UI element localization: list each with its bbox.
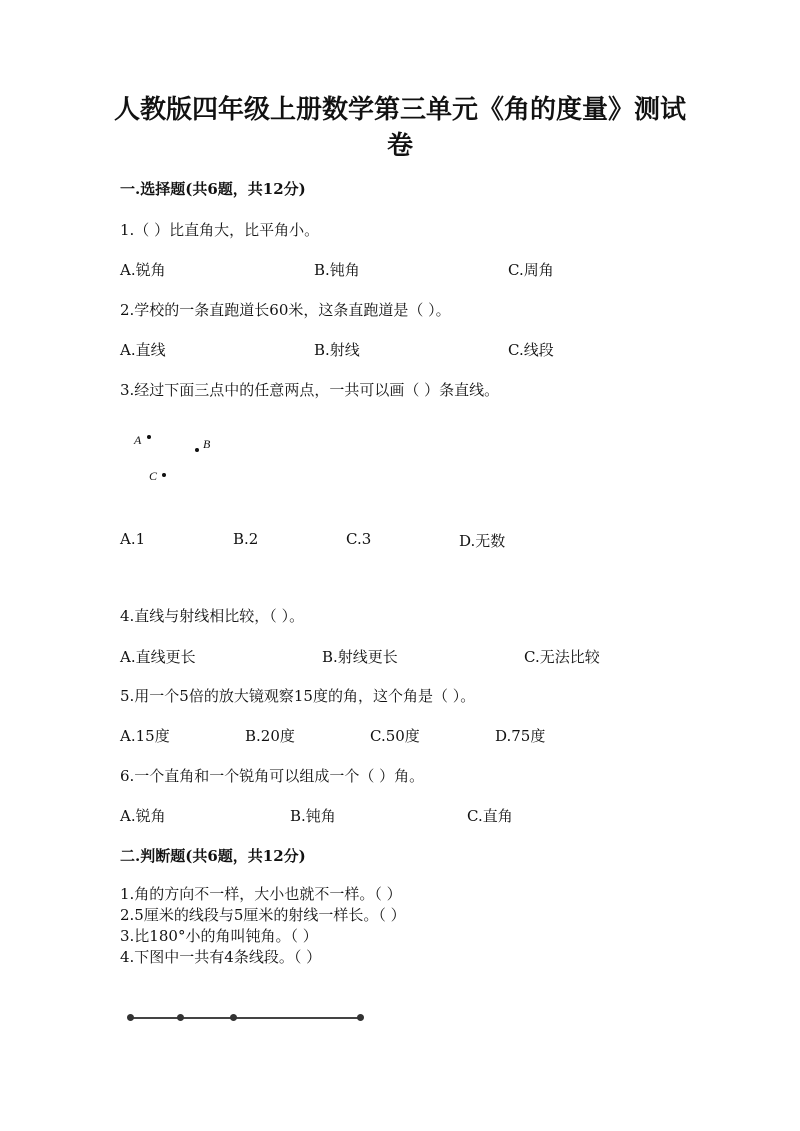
q1-option-b: B.钝角 (314, 261, 360, 279)
q3-option-a: A.1 (120, 530, 146, 548)
point-c-dot (162, 473, 166, 477)
q3-option-d: D.无数 (459, 532, 506, 550)
q2-option-b: B.射线 (314, 341, 360, 359)
q2-option-a: A.直线 (120, 341, 166, 359)
question-5: 5.用一个5倍的放大镜观察15度的角，这个角是（ ）。 (120, 687, 476, 705)
q4-option-c: C.无法比较 (524, 648, 600, 666)
q6-option-a: A.锐角 (120, 807, 166, 825)
q6-option-b: B.钝角 (290, 807, 336, 825)
point-a-dot (147, 435, 151, 439)
segment-dot-1 (127, 1014, 134, 1021)
title-line-2: 卷 (386, 131, 413, 161)
q5-option-a: A.15度 (120, 727, 170, 745)
segment-dot-2 (177, 1014, 184, 1021)
q1-option-c: C.周角 (508, 261, 554, 279)
point-b-dot (195, 448, 199, 452)
q2-option-c: C.线段 (508, 341, 554, 359)
segment-line (130, 1017, 362, 1019)
question-4: 4.直线与射线相比较，（ ）。 (120, 607, 305, 625)
q4-option-a: A.直线更长 (120, 648, 196, 666)
question-3: 3.经过下面三点中的任意两点，一共可以画（ ）条直线。 (120, 381, 500, 399)
judge-item-3: 3.比180°小的角叫钝角。（ ） (120, 927, 318, 945)
q3-option-c: C.3 (346, 530, 372, 548)
point-label-c: C (149, 469, 158, 483)
title-line-1: 人教版四年级上册数学第三单元《角的度量》测试 (113, 95, 686, 125)
q5-option-b: B.20度 (245, 727, 295, 745)
question-1: 1.（ ）比直角大，比平角小。 (120, 221, 320, 239)
question-2: 2.学校的一条直跑道长60米，这条直跑道是（ ）。 (120, 301, 451, 319)
judge-item-1: 1.角的方向不一样，大小也就不一样。（ ） (120, 885, 402, 903)
page-title (100, 92, 700, 164)
section-heading-judge: 二.判断题(共6题，共12分) (120, 847, 306, 865)
judge-item-4: 4.下图中一共有4条线段。（ ） (120, 948, 322, 966)
segment-dot-4 (357, 1014, 364, 1021)
q1-option-a: A.锐角 (120, 261, 166, 279)
point-label-a: A (134, 433, 142, 447)
q5-option-c: C.50度 (370, 727, 420, 745)
q5-option-d: D.75度 (495, 727, 546, 745)
q3-option-b: B.2 (233, 530, 259, 548)
section-heading-choice: 一.选择题(共6题，共12分) (120, 180, 306, 198)
q6-option-c: C.直角 (467, 807, 513, 825)
judge-item-2: 2.5厘米的线段与5厘米的射线一样长。（ ） (120, 906, 406, 924)
q4-option-b: B.射线更长 (322, 648, 398, 666)
segment-dot-3 (230, 1014, 237, 1021)
point-label-b: B (203, 437, 211, 451)
question-6: 6.一个直角和一个锐角可以组成一个（ ）角。 (120, 767, 425, 785)
